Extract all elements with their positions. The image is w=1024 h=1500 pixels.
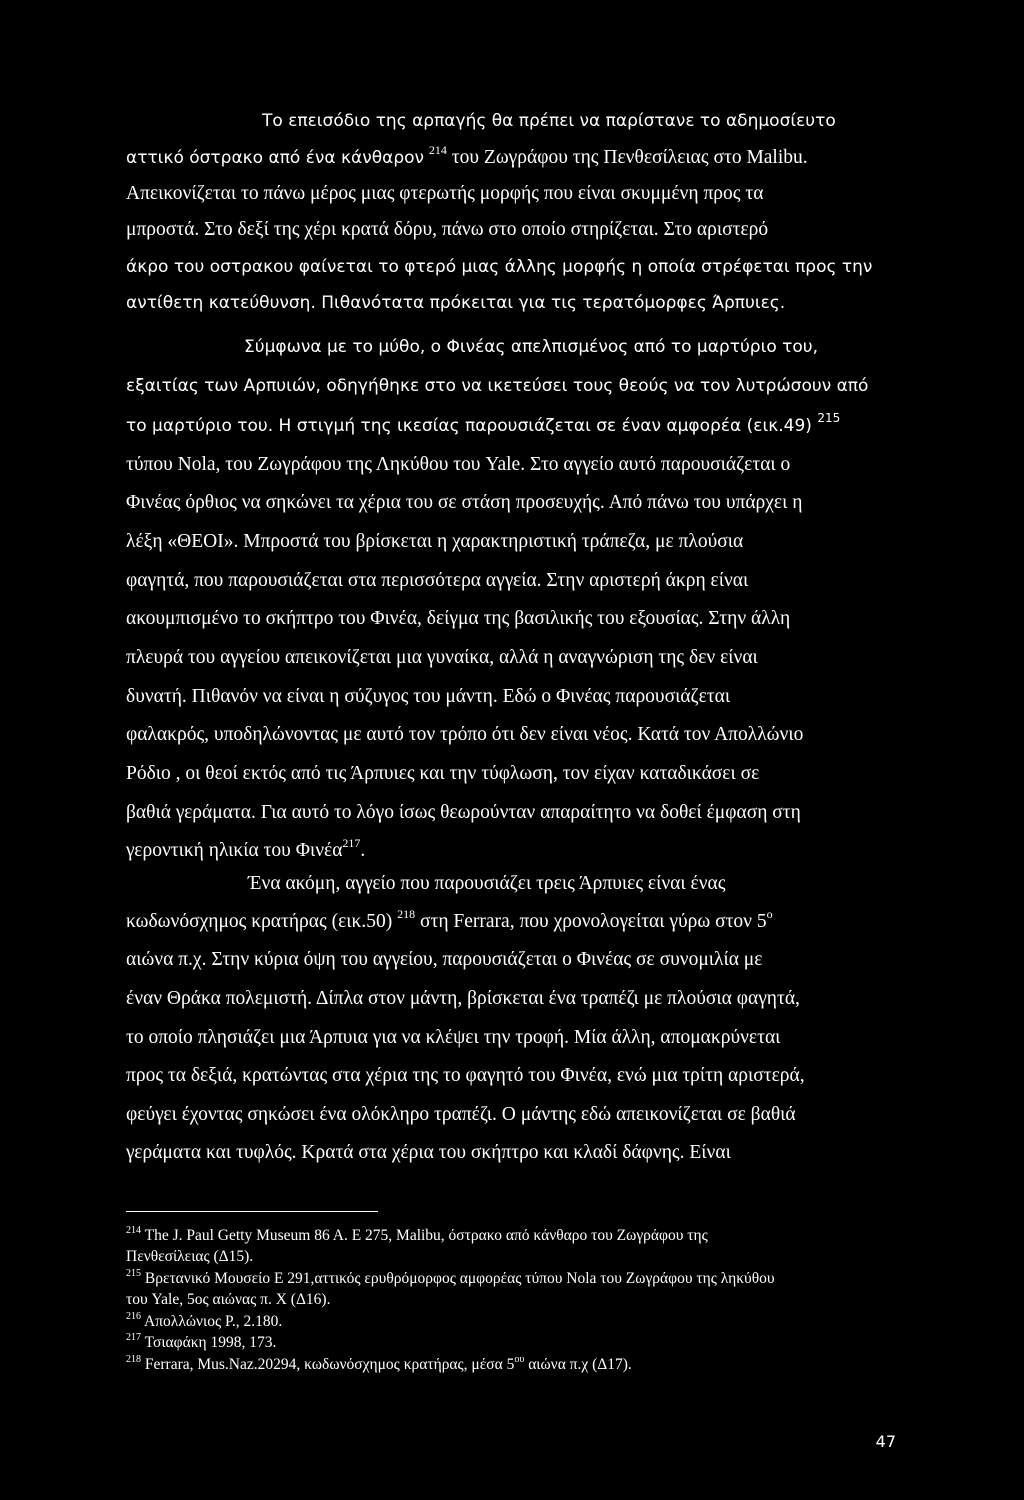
text: λέξη «ΘΕΟΙ». Μπροστά του βρίσκεται η χαρακτηριστική τράπεζα, με πλούσια: [126, 531, 744, 552]
footnote-number: 216: [126, 1311, 141, 1322]
text: το οποίο πλησιάζει μια Άρπυια για να κλέψει την τροφή. Μία άλλη, απομακρύνεται: [126, 1027, 781, 1048]
footnote-ref-214[interactable]: 214: [428, 143, 447, 157]
text: αττικό όστρακο από ένα κάνθαρον: [126, 148, 425, 168]
footnote-text: Απολλώνιος Ρ., 2.180.: [144, 1313, 283, 1330]
text: δυνατή. Πιθανόν να είναι η σύζυγος του μάντη. Εδώ ο Φινέας παρουσιάζεται: [126, 686, 731, 707]
text: Ένα ακόμη, αγγείο που παρουσιάζει τρεις Άρπυιες είναι ένας: [248, 873, 726, 894]
body-line-15: [126, 646, 758, 670]
footnote-number: 218: [126, 1354, 141, 1365]
text: άκρο του οστρακου φαίνεται το φτερό μιας άλλης μορφής η οποία στρέφεται προς την: [126, 257, 873, 277]
footnote-217: [126, 1333, 276, 1354]
body-line-11: [126, 491, 802, 515]
body-line-5: [126, 255, 872, 279]
text: στη Ferrara, που χρονολογείται γύρω στον 5: [419, 911, 767, 932]
body-line-8: [126, 374, 868, 398]
superscript-o: ο: [766, 907, 773, 921]
text: φεύγει έχοντας σηκώσει ένα ολόκληρο τραπέζι. Ο μάντης εδώ απεικονίζεται σε βαθιά: [126, 1104, 796, 1125]
superscript-ou: ου: [514, 1354, 525, 1365]
text: βαθιά γεράματα. Για αυτό το λόγο ίσως θεωρούνταν απαραίτητο να δοθεί έμφαση στη: [126, 802, 801, 823]
text: του Ζωγράφου της Πενθεσίλειας στο Malibu.: [451, 147, 808, 168]
body-line-18: [126, 762, 759, 786]
body-line-10: [126, 453, 790, 477]
body-line-9: [126, 411, 841, 439]
body-line-17: [126, 723, 803, 747]
footnote-number: 217: [126, 1332, 141, 1343]
text: έναν Θράκα πολεμιστή. Δίπλα στον μάντη, βρίσκεται ένα τραπέζι με πλούσια φαγητά,: [126, 988, 800, 1009]
body-line-19: [126, 801, 801, 825]
footnote-215-cont: [126, 1290, 330, 1309]
body-line-27: [126, 1103, 796, 1127]
footnote-text: Βρετανικό Μουσείο E 291,αττικός ερυθρόμορφος αμφορέας τύπου Nola του Ζωγράφου της ληκύθου: [144, 1270, 775, 1287]
body-line-25: [126, 1026, 780, 1050]
body-line-16: [126, 685, 730, 709]
footnote-separator: [126, 1211, 378, 1212]
footnote-text: του Yale, 5ος αιώνας π. X (Δ16).: [126, 1291, 331, 1308]
footnote-216: [126, 1312, 282, 1333]
text: .: [360, 840, 366, 861]
body-line-20: [126, 836, 366, 864]
text: αιώνα π.χ. Στην κύρια όψη του αγγείου, παρουσιάζεται ο Φινέας σε συνομιλία με: [126, 949, 763, 970]
text: τύπου Nola, του Ζωγράφου της Ληκύθου του Yale. Στο αγγείο αυτό παρουσιάζεται ο: [126, 454, 791, 475]
text: γεράματα και τυφλός. Κρατά στα χέρια του σκήπτρο και κλαδί δάφνης. Είναι: [126, 1142, 731, 1163]
text: αντίθετη κατεύθυνση. Πιθανότατα πρόκειται για τις τερατόμορφες Άρπυιες.: [126, 293, 786, 313]
footnote-number: 215: [126, 1268, 141, 1279]
text: πλευρά του αγγείου απεικονίζεται μια γυναίκα, αλλά η αναγνώριση της δεν είναι: [126, 647, 758, 668]
body-line-12: [126, 530, 743, 554]
footnote-215: [126, 1269, 775, 1290]
body-line-23: [126, 948, 762, 972]
body-line-14: [126, 607, 790, 631]
body-line-22: [126, 907, 773, 935]
footnote-214: [126, 1226, 708, 1247]
footnote-text: The J. Paul Getty Museum 86 A. E 275, Malibu, όστρακο από κάνθαρο του Ζωγράφου της: [144, 1227, 708, 1244]
text: Απεικονίζεται το πάνω μέρος μιας φτερωτής μορφής που είναι σκυμμένη προς τα: [126, 183, 764, 204]
body-line-3: [126, 182, 763, 206]
body-line-6: [126, 291, 785, 315]
text: Σύμφωνα με το μύθο, ο Φινέας απελπισμένος από το μαρτύριο του,: [244, 337, 818, 357]
text: εξαιτίας των Αρπυιών, οδηγήθηκε στο να ικετεύσει τους θεούς να τον λυτρώσουν από: [126, 376, 869, 396]
body-line-1: [262, 109, 836, 133]
body-line-2: [126, 143, 808, 171]
body-line-26: [126, 1064, 805, 1088]
text: το μαρτύριο του. Η στιγμή της ικεσίας παρουσιάζεται σε έναν αμφορέα (εικ.49): [126, 416, 812, 436]
body-line-28: [126, 1141, 731, 1165]
footnote-text: Τσιαφάκη 1998, 173.: [144, 1334, 277, 1351]
text: ακουμπισμένο το σκήπτρο του Φινέα, δείγμα της βασιλικής του εξουσίας. Στην άλλη: [126, 608, 791, 629]
body-line-4: [126, 218, 768, 242]
text: γεροντική ηλικία του Φινέα: [126, 840, 343, 861]
text: φαλακρός, υποδηλώνοντας με αυτό τον τρόπο ότι δεν είναι νέος. Κατά τον Απολλώνιο: [126, 724, 804, 745]
text: Το επεισόδιο της αρπαγής θα πρέπει να παρίστανε το αδημοσίευτο: [262, 111, 836, 131]
body-line-7: [244, 335, 818, 359]
footnote-text: αιώνα π.χ (Δ17).: [528, 1356, 632, 1373]
footnote-ref-217[interactable]: 217: [342, 836, 361, 850]
text: Φινέας όρθιος να σηκώνει τα χέρια του σε στάση προσευχής. Από πάνω του υπάρχει η: [126, 492, 803, 513]
page-number: 47: [875, 1432, 896, 1451]
footnote-number: 214: [126, 1225, 141, 1236]
footnote-text: Ferrara, Mus.Naz.20294, κωδωνόσχημος κρατήρας, μέσα 5: [144, 1356, 515, 1373]
text: φαγητά, που παρουσιάζεται στα περισσότερα αγγεία. Στην αριστερή άκρη είναι: [126, 570, 749, 591]
footnote-218: [126, 1355, 632, 1376]
text: προς τα δεξιά, κρατώντας στα χέρια της το φαγητό του Φινέα, ενώ μια τρίτη αριστερά,: [126, 1065, 805, 1086]
text: κωδωνόσχημος κρατήρας (εικ.50): [126, 911, 393, 932]
body-line-21: [248, 872, 725, 896]
footnote-ref-215[interactable]: 215: [817, 411, 841, 425]
body-line-24: [126, 987, 800, 1011]
text: Ρόδιο , οι θεοί εκτός από τις Άρπυιες και την τύφλωση, τον είχαν καταδικάσει σε: [126, 763, 760, 784]
footnote-text: Πενθεσίλειας (Δ15).: [126, 1248, 254, 1265]
footnote-ref-218[interactable]: 218: [397, 907, 416, 921]
footnote-214-cont: [126, 1247, 253, 1266]
body-line-13: [126, 569, 748, 593]
text: μπροστά. Στο δεξί της χέρι κρατά δόρυ, πάνω στο οποίο στηρίζεται. Στο αριστερό: [126, 219, 769, 240]
